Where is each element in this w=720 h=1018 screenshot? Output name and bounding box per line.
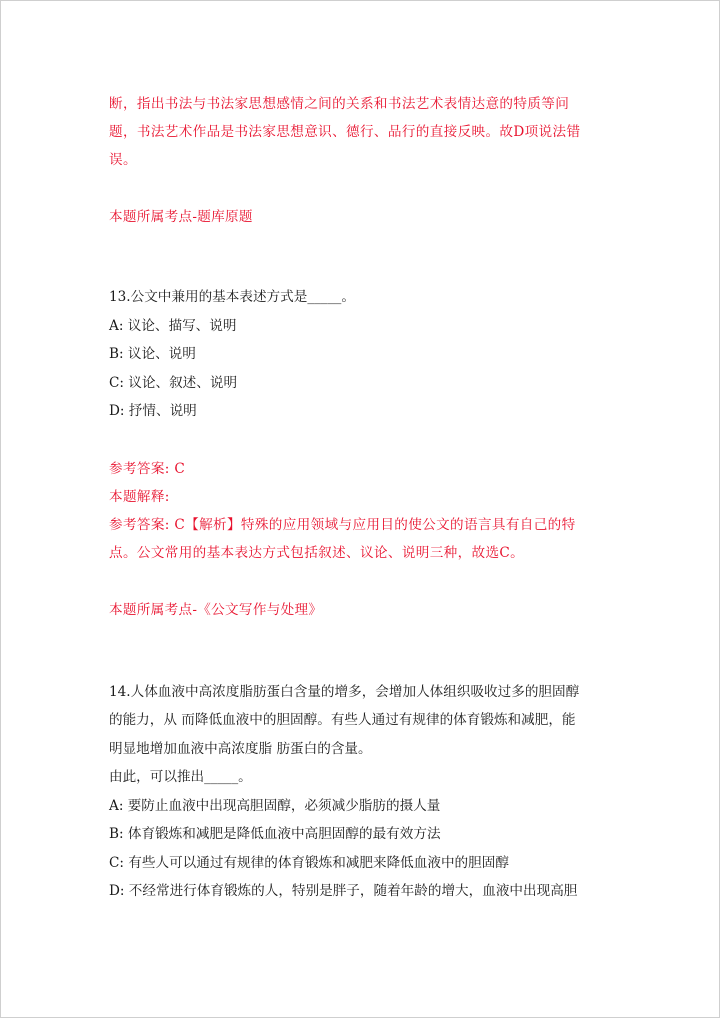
analysis-line: 点。公文常用的基本表达方式包括叙述、议论、说明三种，故选C。 [109,544,525,561]
option-d: D: 抒情、说明 [109,403,197,419]
question-stem-line: 的能力，从 而降低血液中的胆固醇。有些人通过有规律的体育锻炼和减肥，能 [109,712,576,728]
explanation-line: 误。 [109,152,137,168]
question-14 [109,678,611,906]
previous-explanation [109,90,611,174]
explanation-line: 断，指出书法与书法家思想感情之间的关系和书法艺术表情达意的特质等问 [109,96,570,112]
topic-label: 本题所属考点-题库原题 [109,209,253,225]
analysis-line: 参考答案: C【解析】特殊的应用领域与应用目的使公文的语言具有自己的特 [109,516,576,533]
document-content [109,90,611,906]
option-d: D: 不经常进行体育锻炼的人，特别是胖子，随着年龄的增大，血液中出现高胆 [109,883,578,899]
option-c: C: 有些人可以通过有规律的体育锻炼和减肥来降低血液中的胆固醇 [109,854,509,871]
question-stem-line: 明显地增加血液中高浓度脂 肪蛋白的含量。 [109,740,372,757]
explanation-line: 题，书法艺术作品是书法家思想意识、德行、品行的直接反映。故D项说法错 [109,124,581,140]
question-stem: 13.公文中兼用的基本表述方式是_____。 [109,289,355,305]
topic-label: 本题所属考点-《公文写作与处理》 [109,601,323,618]
question-stem-line: 14.人体血液中高浓度脂肪蛋白含量的增多，会增加人体组织吸收过多的胆固醇 [109,683,580,700]
question-stem-line: 由此，可以推出_____。 [109,769,252,785]
option-a: A: 议论、描写、说明 [109,317,237,334]
option-b: B: 体育锻炼和减肥是降低血液中高胆固醇的最有效方法 [109,826,441,842]
analysis-label: 本题解释: [109,488,170,505]
option-c: C: 议论、叙述、说明 [109,374,238,391]
option-b: B: 议论、说明 [109,346,196,362]
option-a: A: 要防止血液中出现高胆固醇，必须减少脂肪的摄人量 [109,797,441,814]
answer-block-13 [109,455,611,567]
answer-line: 参考答案: C [109,460,186,477]
question-13 [109,283,611,426]
